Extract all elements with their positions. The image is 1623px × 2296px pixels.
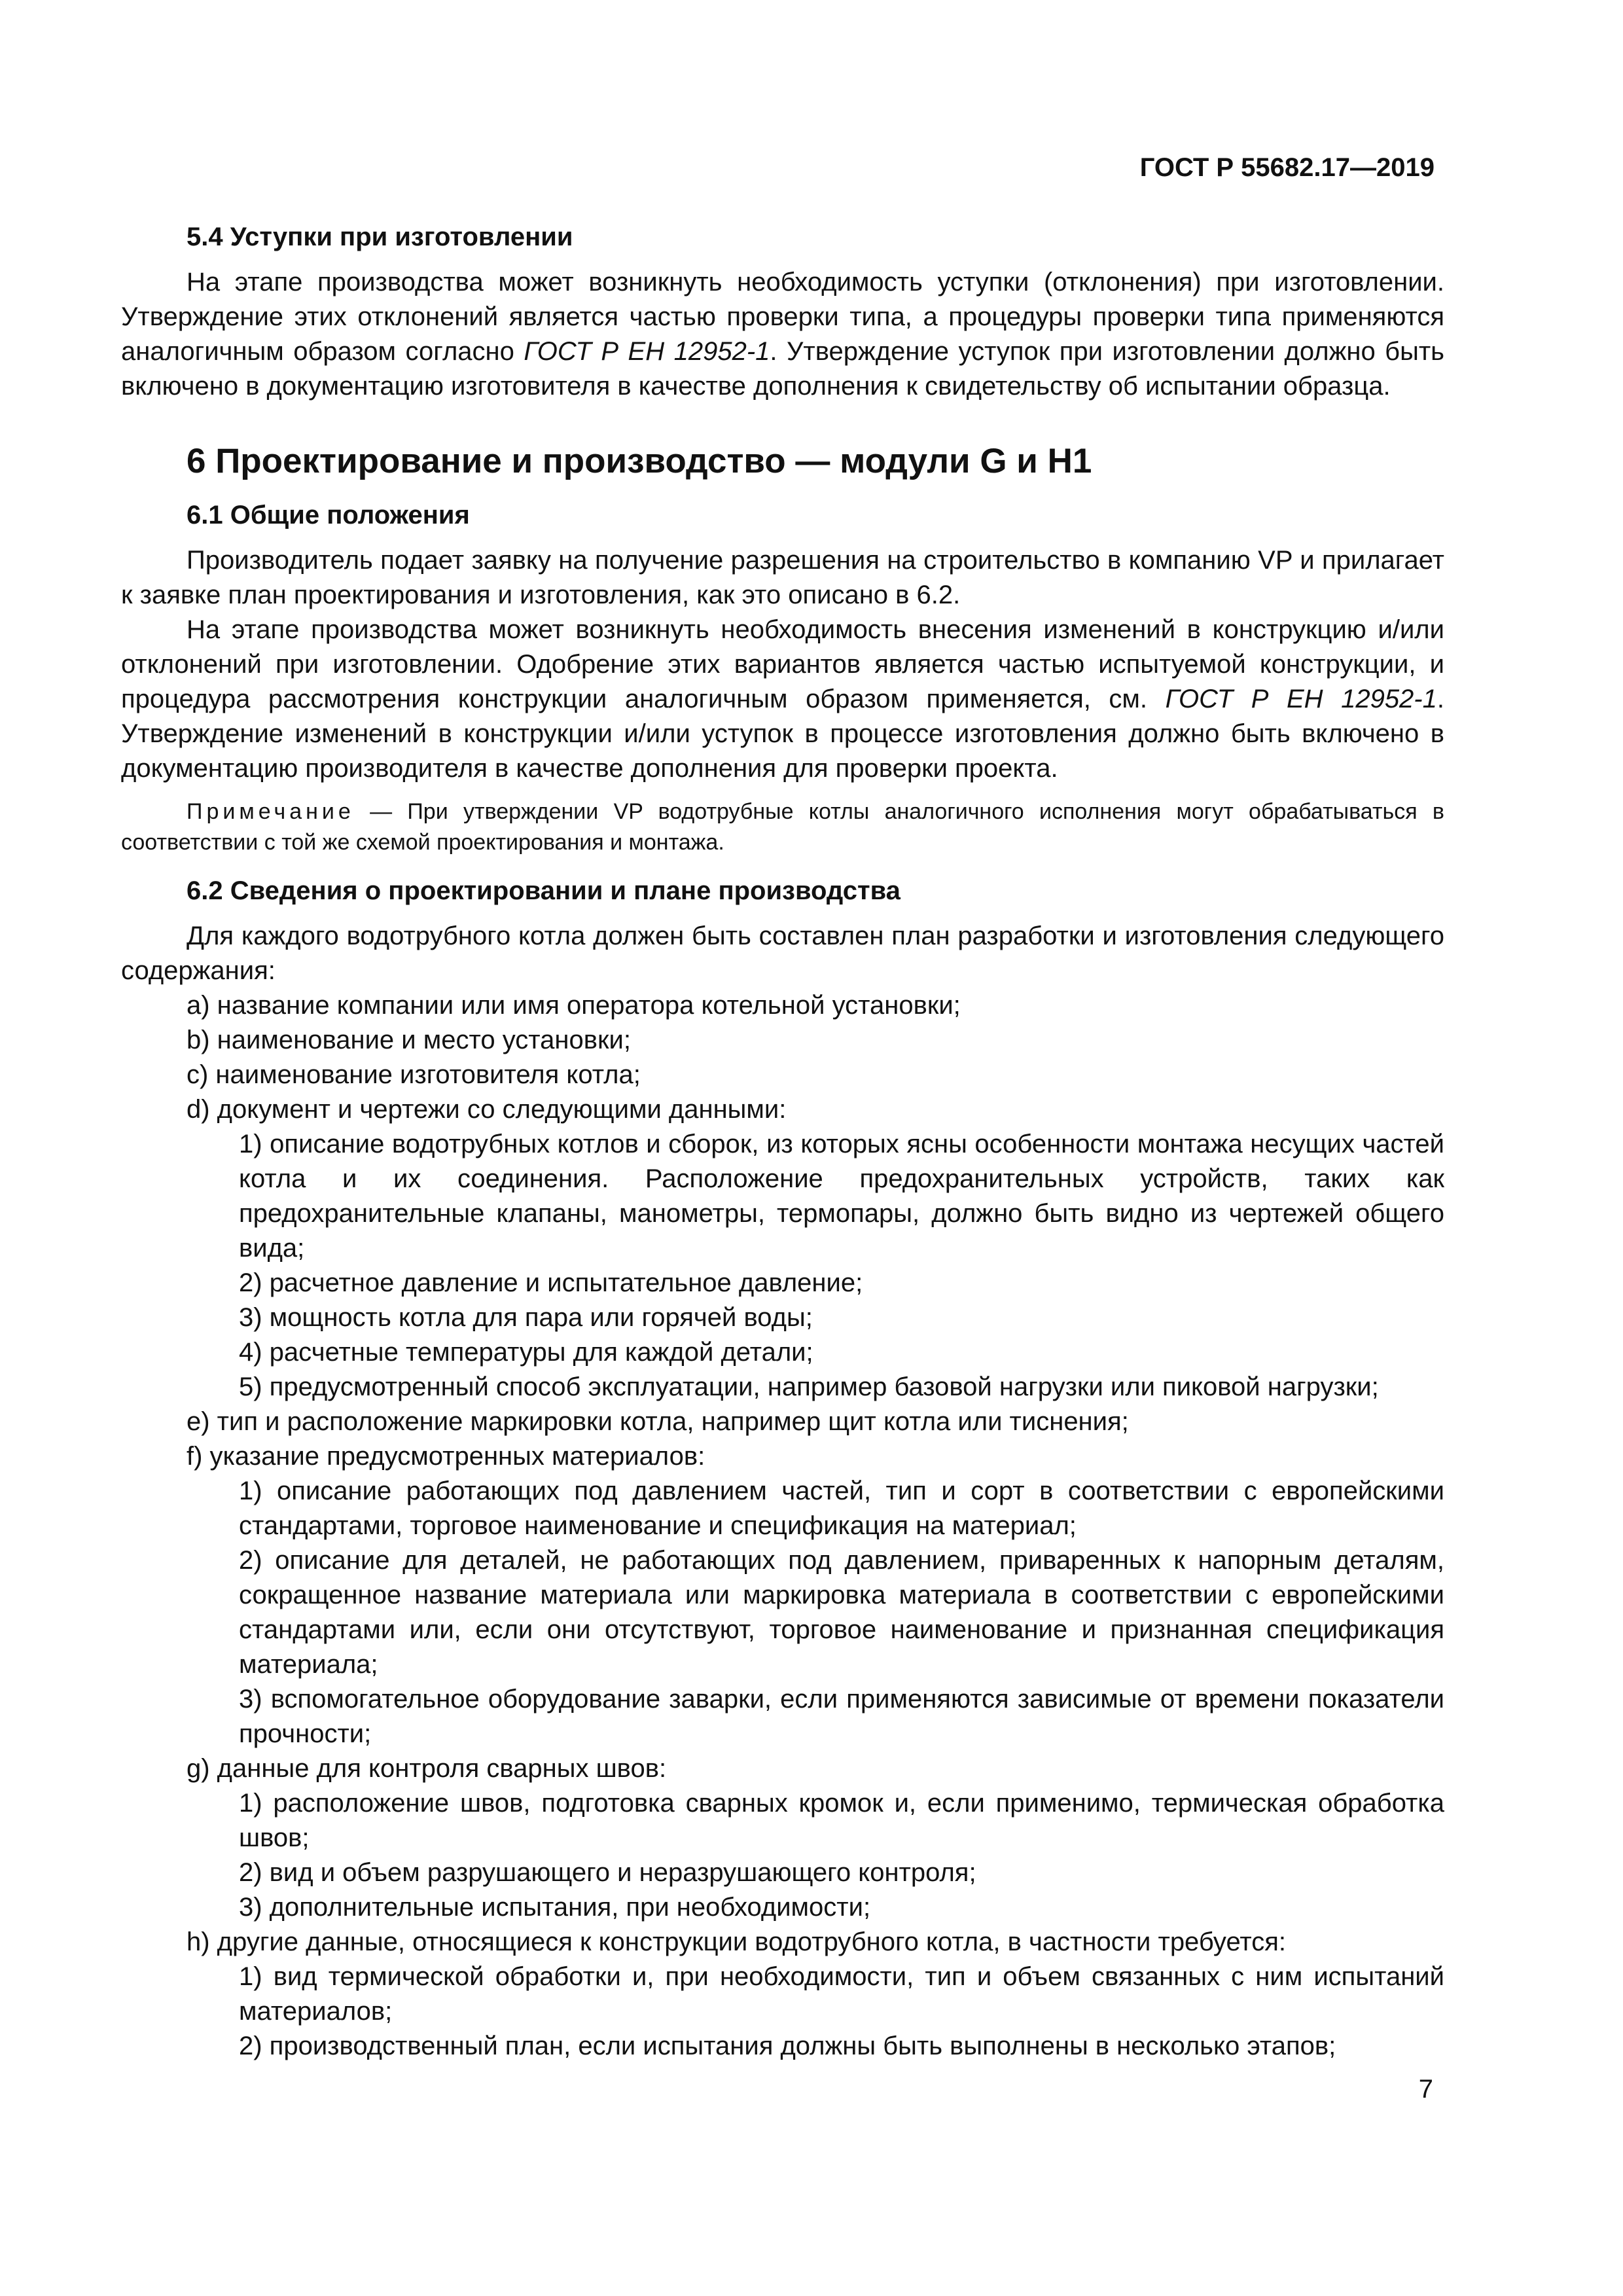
note-paragraph — [121, 797, 1444, 858]
section-6-2-intro: Для каждого водотрубного котла должен быть составлен план разработки и изготовления следующего содержания: — [121, 922, 1444, 985]
list-item-f-3: 3) вспомогательное оборудование заварки, если применяются зависимые от времени показатели прочности; — [239, 1685, 1444, 1748]
list-item-h-2: 2) производственный план, если испытания должны быть выполнены в несколько этапов; — [239, 2032, 1336, 2060]
list-item-d-5: 5) предусмотренный способ эксплуатации, например базовой нагрузки или пиковой нагрузки; — [239, 1372, 1379, 1401]
section-6-1-paragraph-1: Производитель подает заявку на получение разрешения на строительство в компанию VP и прилагает к заявке план проектирования и изготовления, как это описано в 6.2. — [121, 546, 1444, 609]
list-item-d-2: 2) расчетное давление и испытательное давление; — [239, 1268, 863, 1297]
list-item-e: e) тип и расположение маркировки котла, например щит котла или тиснения; — [187, 1407, 1129, 1436]
paragraph-text: На этапе производства может возникнуть необходимость внесения изменений в конструкцию и/или отклонений при изготовлении. Одобрение этих вариантов является частью испытуемой конструкции, и процедура рассмотрения конструкции аналогичным образом применяется, см. — [121, 615, 1444, 713]
list-item-g-3: 3) дополнительные испытания, при необходимости; — [239, 1893, 871, 1922]
section-6-heading: 6 Проектирование и производство — модули G и H1 — [187, 442, 1092, 480]
list-item-b: b) наименование и место установки; — [187, 1026, 631, 1054]
list-item-f: f) указание предусмотренных материалов: — [187, 1442, 705, 1471]
list-item-c: c) наименование изготовителя котла; — [187, 1060, 641, 1089]
list-item-g-1: 1) расположение швов, подготовка сварных кромок и, если применимо, термическая обработка швов; — [239, 1789, 1444, 1852]
list-item-f-2: 2) описание для деталей, не работающих под давлением, приваренных к напорным деталям, сокращенное название материала или маркировка материала в соответствии с европейскими стандартами или, если они отсутствуют, торговое наименование и признанная спецификация материала; — [239, 1546, 1444, 1679]
list-item-h: h) другие данные, относящиеся к конструкции водотрубного котла, в частности требуется: — [187, 1928, 1286, 1956]
list-item-a: a) название компании или имя оператора котельной установки; — [187, 991, 961, 1020]
standard-reference: ГОСТ Р ЕН 12952-1 — [1165, 685, 1437, 713]
list-item-d-3: 3) мощность котла для пара или горячей воды; — [239, 1303, 813, 1332]
section-5-4-paragraph — [121, 265, 1444, 404]
list-item-d-4: 4) расчетные температуры для каждой детали; — [239, 1338, 813, 1367]
section-6-1-heading: 6.1 Общие положения — [187, 501, 470, 529]
list-item-d-1: 1) описание водотрубных котлов и сборок, из которых ясны особенности монтажа несущих частей котла и их соединения. Расположение предохранительных устройств, таких как предохранительные клапаны, манометры, термопары, должно быть видно из чертежей общего вида; — [239, 1130, 1444, 1263]
list-item-h-1: 1) вид термической обработки и, при необходимости, тип и объем связанных с ним испытаний материалов; — [239, 1962, 1444, 2026]
section-5-4-heading: 5.4 Уступки при изготовлении — [187, 223, 573, 251]
paragraph-text: . Утверждение изменений в конструкции и/или уступок в процессе изготовления должно быть включено в документацию производителя в качестве дополнения для проверки проекта. — [121, 685, 1444, 783]
page-number: 7 — [1418, 2075, 1433, 2104]
list-item-f-1: 1) описание работающих под давлением частей, тип и сорт в соответствии с европейскими стандартами, торговое наименование и спецификация на материал; — [239, 1477, 1444, 1540]
section-6-1-paragraph-2 — [121, 613, 1444, 786]
document-header-id: ГОСТ Р 55682.17—2019 — [1139, 153, 1435, 182]
standard-reference: ГОСТ Р ЕН 12952-1 — [524, 337, 770, 366]
list-item-d: d) документ и чертежи со следующими данными: — [187, 1095, 787, 1124]
list-item-g-2: 2) вид и объем разрушающего и неразрушающего контроля; — [239, 1858, 976, 1887]
section-6-2-heading: 6.2 Сведения о проектировании и плане производства — [187, 876, 901, 905]
page-content — [121, 220, 1444, 2064]
paragraph-text: На этапе производства может возникнуть необходимость уступки (отклонения) при изготовлении. Утверждение этих отклонений является частью проверки типа, а процедуры проверки типа применяются аналогичным образом согласно — [121, 268, 1444, 366]
note-text: — При утверждении VP водотрубные котлы аналогичного исполнения могут обрабатываться в соответствии с той же схемой проектирования и монтажа. — [121, 799, 1444, 855]
note-label: Примечание — [187, 799, 355, 824]
paragraph-text: . Утверждение уступок при изготовлении должно быть включено в документацию изготовителя в качестве дополнения к свидетельству об испытании образца. — [121, 337, 1444, 401]
list-item-g: g) данные для контроля сварных швов: — [187, 1754, 667, 1783]
